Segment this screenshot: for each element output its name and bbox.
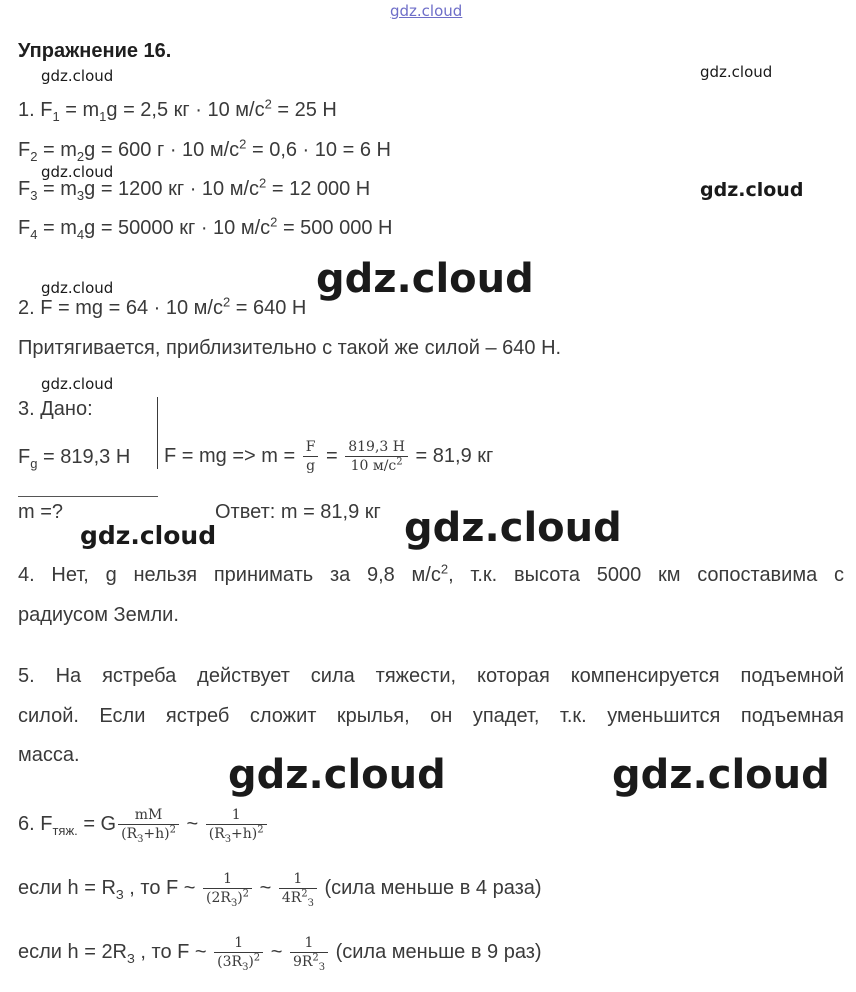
fraction: $\frac{819,3 Н}{10 м/с^2}$ xyxy=(345,438,408,475)
ex5-line2: силой. Если ястреб сложит крылья, он упадет, т.к. уменьшится подъемная xyxy=(18,705,844,727)
ex5-line3: масса. xyxy=(18,744,80,766)
ex3-solution: F = mg => m = $\frac{F}{g}$ = $\frac{819,3 Н}{10 м/с^2}$ = 81,9 кг xyxy=(164,439,494,475)
ex6-case1: если $h = R_З$ , то F ~ $\frac{1}{(2R_З)^2}$ ~ $\frac{1}{4R^2_З}$ (сила меньше в 4 раза) xyxy=(18,871,542,910)
ex6-case2: если $h = 2R_З$ , то F ~ $\frac{1}{(3R_З)^2}$ ~ $\frac{1}{9R^2_З}$ (сила меньше в 9 раз) xyxy=(18,935,542,974)
given-divider-vertical xyxy=(157,397,158,469)
ex2-line2: Притягивается, приблизительно с такой же силой – 640 Н. xyxy=(18,337,562,359)
watermark: gdz.cloud xyxy=(404,505,622,551)
fraction: $\frac{1}{(2R_З)^2}$ xyxy=(203,870,252,907)
watermark: gdz.cloud xyxy=(612,752,830,798)
fraction: $\frac{1}{(3R_З)^2}$ xyxy=(214,934,263,971)
ex1-line2: $F_2 = m_2g = 600$ г · 10 $м/с^2 = 0,6 \cdot 10 = 6$ Н xyxy=(18,136,391,164)
fraction: $\frac{1}{4R^2_З}$ xyxy=(279,870,317,907)
ex1-line4: $F_4 = m_4g = 50000$ кг · 10 $м/с^2 = 500$ 000 Н xyxy=(18,214,393,242)
watermark: gdz.cloud xyxy=(700,63,773,81)
ex4-line2: радиусом Земли. xyxy=(18,604,179,626)
watermark: gdz.cloud xyxy=(41,279,114,297)
exercise-title: Упражнение 16. xyxy=(18,40,172,62)
ex3-given-value: $F_g = 819,3$ Н xyxy=(18,446,131,471)
ex2-line1: 2. F = mg = 64 · 10 $м/с^2 = 640$ Н xyxy=(18,294,307,319)
watermark: gdz.cloud xyxy=(41,163,114,181)
fraction: $\frac{F}{g}$ xyxy=(303,438,319,475)
fraction: $\frac{1}{(R_З+h)^2}$ xyxy=(206,806,267,843)
watermark: gdz.cloud xyxy=(316,256,534,302)
ex1-line3: $F_3 = m_3g = 1200$ кг · 10 $м/с^2 = 12$ 000 Н xyxy=(18,175,371,203)
watermark: gdz.cloud xyxy=(41,375,114,393)
given-divider-horizontal xyxy=(18,496,158,497)
fraction: $\frac{1}{9R^2_З}$ xyxy=(290,934,328,971)
watermark: gdz.cloud xyxy=(80,521,217,550)
ex3-given: 3. Дано: xyxy=(18,398,93,420)
fraction: $\frac{mM}{(R_З+h)^2}$ xyxy=(118,806,179,843)
ex1-line1: 1. $F_1 = m_1g = 2,5$ кг · 10 $м/с^2 = 25$ Н xyxy=(18,96,337,124)
watermark: gdz.cloud xyxy=(700,179,804,201)
ex3-answer: Ответ: m = 81,9 кг xyxy=(215,501,381,523)
ex5-line1: 5. На ястреба действует сила тяжести, которая компенсируется подъемной xyxy=(18,665,844,687)
ex6-formula: 6. $F_{тяж.} = G$ $\frac{mM}{(R_З+h)^2}$ ~ $\frac{1}{(R_З+h)^2}$ xyxy=(18,798,269,850)
ex4-line1: 4. Нет, g нельзя принимать за 9,8 $м/с^2$, т.к. высота 5000 км сопоставима с xyxy=(18,561,844,586)
watermark: gdz.cloud xyxy=(41,67,114,85)
ex3-unknown: m =? xyxy=(18,501,64,523)
watermark-link[interactable]: gdz.cloud xyxy=(390,2,463,20)
watermark: gdz.cloud xyxy=(228,752,446,798)
